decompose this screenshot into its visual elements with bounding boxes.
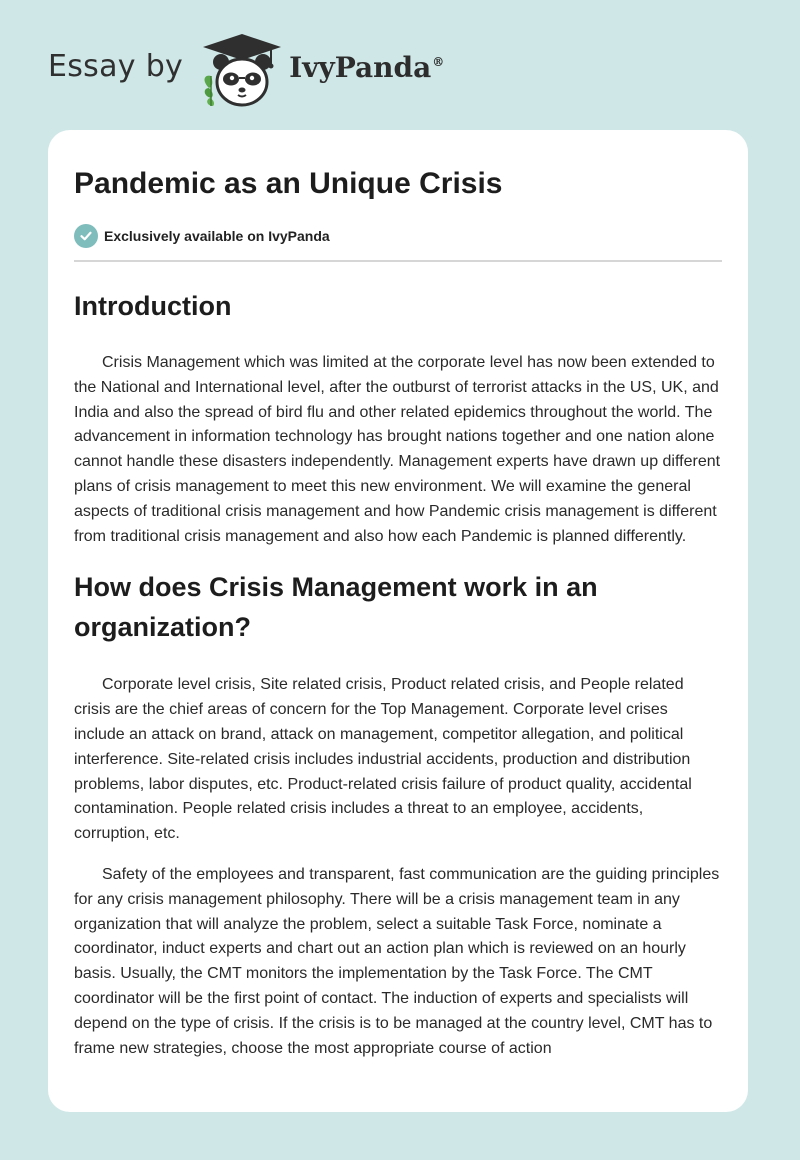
site-header [48,30,444,110]
section-heading-introduction: Introduction [74,291,232,321]
check-circle-icon [74,224,98,248]
registered-mark: ® [432,55,445,70]
brand-name: IvyPanda® [289,50,445,84]
panda-graduate-logo-icon [197,30,287,110]
title-divider [74,260,722,262]
paragraph-crisis-team: Safety of the employees and transparent, fast communication are the guiding principles for any crisis management philosophy. There will be a crisis management team in any organization that will analyze the problem, select a suitable Task Force, nominate a coordinator, induct experts and chart out an action plan which is reviewed on an hourly basis. Usually, the CMT monitors the implementation by the Task Force. The CMT coordinator will be the first point of contact. The induction of experts and specialists will depend on the type of crisis. If the crisis is to be managed at the country level, CMT has to frame new strategies, choose the most appropriate course of action [74,865,720,1057]
badge-label: Exclusively available on IvyPanda [104,228,330,244]
paragraph-crisis-areas: Corporate level crisis, Site related crisis, Product related crisis, and People related crisis are the chief areas of concern for the Top Management. Corporate level crises include an attack on brand, attack on management, competitor allegation, and political interference. Site-related crisis includes industrial accidents, production and distribution problems, labor disputes, etc. Product-related crisis failure of product quality, accidental contamination. People related crisis includes a threat to an employee, accidents, corruption, etc. [74,676,692,843]
section-heading-crisis-management: How does Crisis Management work in an organization? [74,572,598,643]
page-title: Pandemic as an Unique Crisis [74,167,503,200]
essay-card [48,130,748,1112]
paragraph-introduction: Crisis Management which was limited at the corporate level has now been extended to the National and International level, after the outburst of terrorist attacks in the US, UK, and India and also the spread of bird flu and other related epidemics throughout the world. The advancement in information technology has brought nations together and one nation alone cannot handle these disasters independently. Management experts have drawn up different plans of crisis management to meet this new environment. We will examine the general aspects of traditional crisis management and how Pandemic crisis management is different from traditional crisis management and also how each Pandemic is planned differently. [74,354,721,545]
exclusive-badge [74,223,722,249]
brand-prefix: Essay by [48,48,184,84]
